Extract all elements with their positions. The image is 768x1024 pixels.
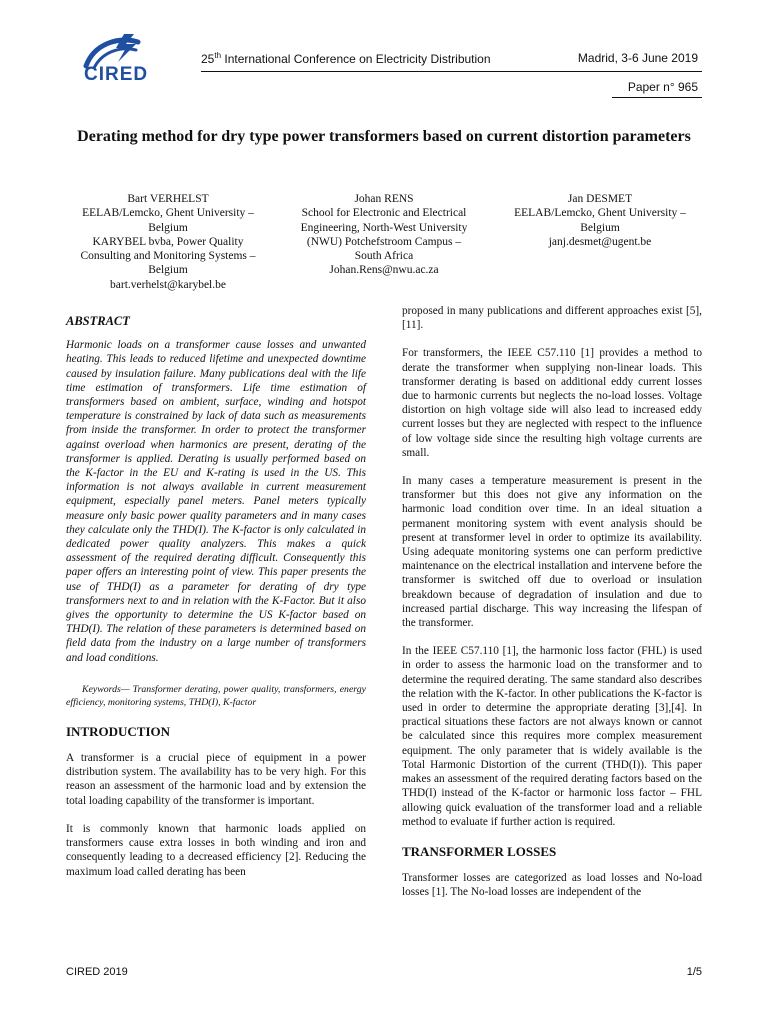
- author-email: Johan.Rens@nwu.ac.za: [329, 264, 439, 277]
- author-affiliation-line: EELAB/Lemcko, Ghent University –: [82, 207, 254, 220]
- cired-logo-text: CIRED: [84, 64, 149, 85]
- losses-paragraph: Transformer losses are categorized as load losses and No-load losses [1]. The No-load losses are independent of the: [402, 872, 702, 899]
- author-affiliation-line: (NWU) Potchefstroom Campus –: [306, 235, 462, 248]
- intro-paragraph: It is commonly known that harmonic loads applied on transformers cause extra losses in both winding and iron and consequently leading to a decreased efficiency [2]. Reducing the maximum load called derating has been: [66, 822, 366, 878]
- left-column: [66, 304, 366, 893]
- author-1: [60, 192, 276, 292]
- footer-conference: CIRED 2019: [66, 966, 128, 978]
- keywords: Keywords— Transformer derating, power quality, transformers, energy efficiency, monitoring systems, THD(I), K-factor: [66, 683, 366, 708]
- author-name: Johan RENS: [354, 193, 414, 205]
- author-affiliation-line: Belgium: [580, 221, 620, 234]
- footer-page-number: 1/5: [686, 966, 702, 978]
- author-affiliation-line: Engineering, North-West University: [300, 221, 468, 234]
- author-affiliation-line: School for Electronic and Electrical: [301, 207, 467, 220]
- author-3: [492, 192, 708, 249]
- abstract-text: Harmonic loads on a transformer cause losses and unwanted heating. This leads to reduced lifetime and unexpected downtime caused by insulation failure. Many publications deal with the life time estimation of transformers. Life time estimation of transformers based on ambient, surface, winding and hotspot temperature is constrained by lack of data such as measurements from inside the transformer. In order to protect the transformer against overload when harmonics are present, derating of the transformer is applied. Derating is usually performed based on the K-factor in the EU and K-rating is used in the US. This information is not always available in current measurement equipment, especially panel meters. Panel meters typically measure only basic power quality parameters and in many cases they calculate only the THD(I). The K-factor is only calculated in dedicated power quality analyzers. This makes a quick assessment of the required derating difficult. Consequently this paper offers an interesting point of view. This paper presents the use of THD(I) as a parameter for derating of dry type transformers next to and in relation with the K-Factor. But it also gives the opportunity to determine the US K-factor based on THD(I). The relation of these parameters is determined based on field data from the industry on a large number of transformers and load conditions.: [66, 339, 366, 664]
- author-email: janj.desmet@ugent.be: [548, 235, 652, 248]
- body-paragraph: For transformers, the IEEE C57.110 [1] provides a method to derate the transformer when supplying non-linear loads. This transformer derating is based on additional eddy current losses due to harmonic currents but neglects the no-load losses. Voltage distortion on high voltage side will also lead to increased eddy current losses but they are neglected with respect to the influence of low voltage side since the resulting high voltage currents are small.: [402, 347, 702, 459]
- abstract-heading: ABSTRACT: [66, 314, 130, 328]
- author-name: Jan DESMET: [567, 193, 633, 205]
- author-affiliation-line: KARYBEL bvba, Power Quality: [92, 235, 244, 248]
- author-affiliation-line: Belgium: [148, 221, 188, 234]
- paper-number: Paper n° 965: [627, 80, 698, 94]
- header-rule: [201, 71, 702, 72]
- author-block: [60, 192, 708, 292]
- intro-paragraph: A transformer is a crucial piece of equipment in a power distribution system. The availability has to be very high. For this reason an assessment of the harmonic load and by extension the total loading capability of the transformer is important.: [66, 752, 366, 807]
- right-column: [402, 304, 702, 914]
- author-affiliation-line: Belgium: [148, 264, 188, 277]
- paper-number-rule: [612, 97, 702, 98]
- conference-name: 25th International Conference on Electricity Distribution: [201, 51, 491, 66]
- introduction-heading: INTRODUCTION: [66, 723, 171, 739]
- author-affiliation-line: Consulting and Monitoring Systems –: [80, 250, 256, 263]
- author-affiliation-line: South Africa: [354, 250, 414, 263]
- body-paragraph: proposed in many publications and different approaches exist [5],[11].: [402, 305, 702, 332]
- transformer-losses-heading: TRANSFORMER LOSSES: [402, 843, 557, 859]
- author-affiliation-line: EELAB/Lemcko, Ghent University –: [514, 207, 686, 220]
- body-paragraph: In many cases a temperature measurement is present in the transformer but this does not give any information on the harmonic load condition over time. In an ideal situation a permanent monitoring system with event analysis should be present at transformer level in order to optimize its availability. Using adequate monitoring systems one can perform predictive maintenance on the electrical installation and intervene before the transformer is switched off due to overload or insulation breakdown because of degradation of insulation and due to increased partial discharge. This way increasing the lifespan of the transformer.: [402, 475, 702, 630]
- page-header: [0, 0, 768, 105]
- author-name: Bart VERHELST: [127, 193, 209, 205]
- author-2: [276, 192, 492, 278]
- paper-title: Derating method for dry type power transformers based on current distortion parameters: [77, 128, 691, 145]
- author-email: bart.verhelst@karybel.be: [110, 278, 226, 291]
- conference-dates: Madrid, 3-6 June 2019: [577, 51, 698, 65]
- body-paragraph: In the IEEE C57.110 [1], the harmonic loss factor (FHL) is used in order to assess the harmonic load on the transformer and to determine the required derating. The same standard also describes the relation with the K-factor. In other publications the K-factor is used in order to determine the appropriate derating [3],[4]. In practical situations these factors are not always known or cannot be calculated since this requires more complex measurement equipment. The only parameter that is widely available is the Total Harmonic Distortion of the current (THD(I)). This paper makes an assessment of the required derating factors based on the THD(I) instead of the K-factor or harmonic loss factor – FHL allowing quick evaluation of the transformer load and a reliable method to evaluate if further action is required.: [402, 645, 702, 828]
